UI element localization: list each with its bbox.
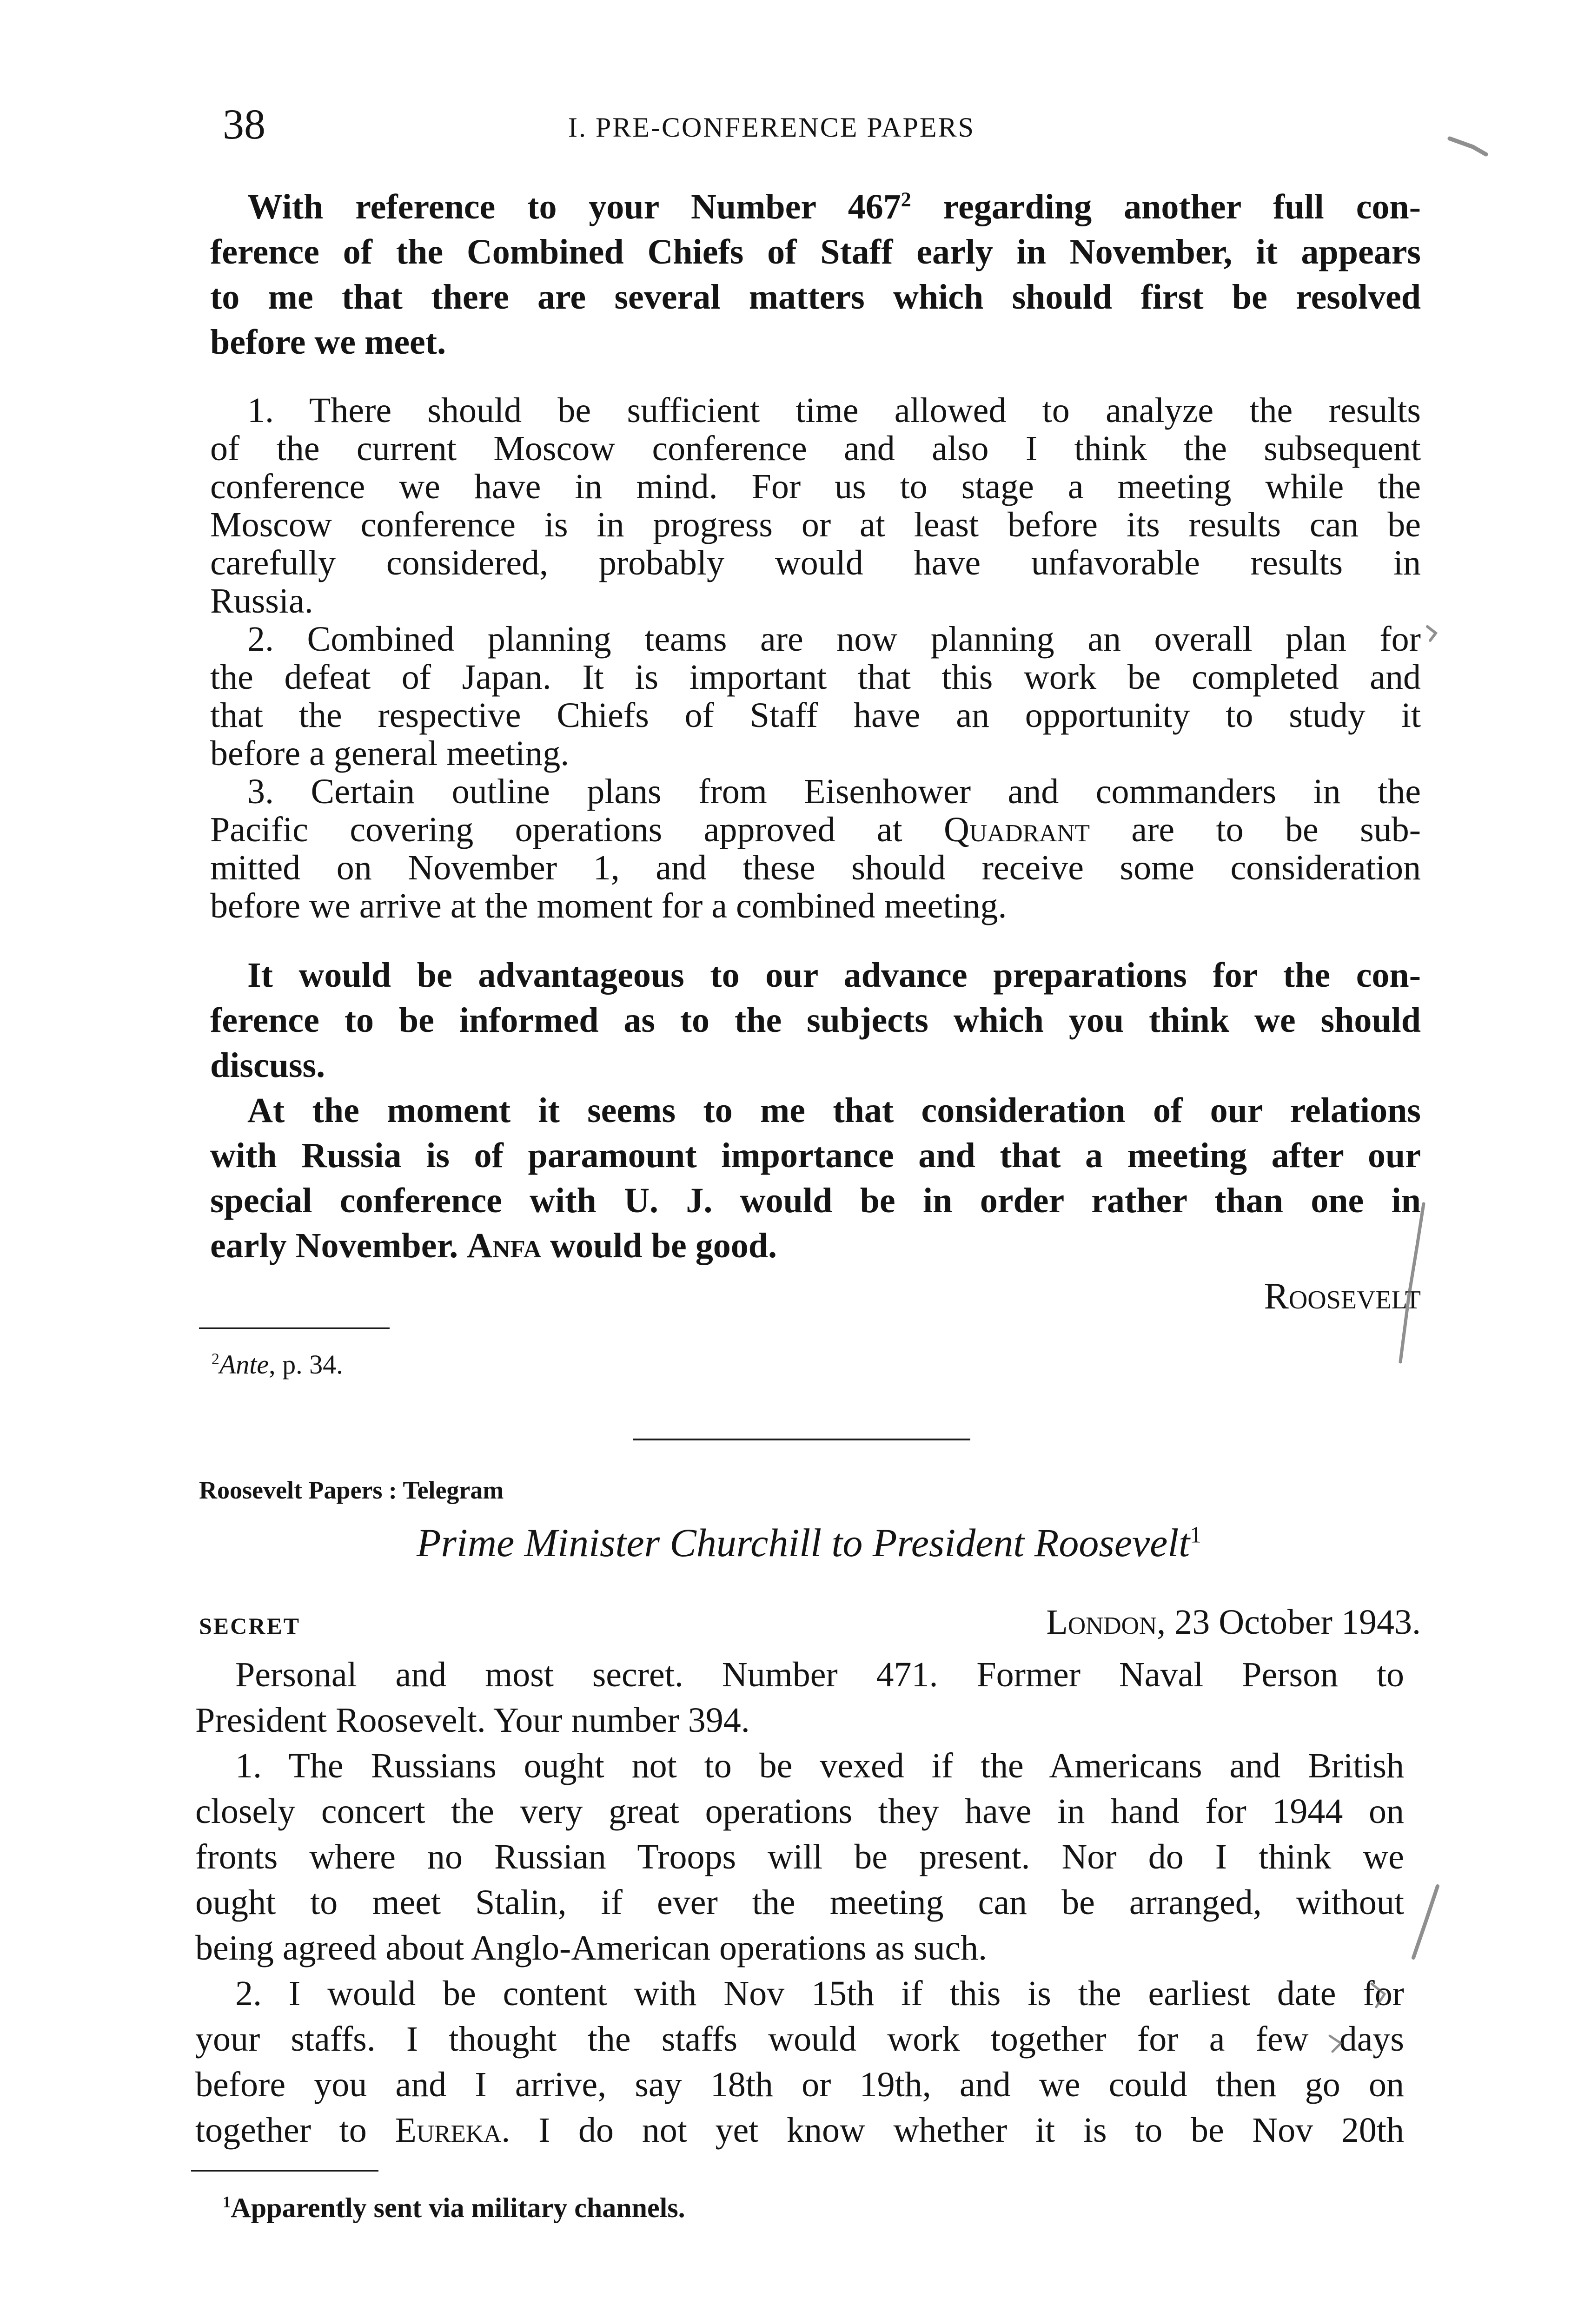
telegram-body [195, 1652, 1404, 2153]
document-title-text: Prime Minister Churchill to President Roosevelt [416, 1520, 1190, 1565]
letter-numbered-points [210, 391, 1421, 925]
text-line: At the moment it seems to me that consideration of our relations [247, 1091, 1421, 1130]
text-segment: early November. [210, 1226, 467, 1265]
text-segment: together to [195, 2111, 395, 2150]
page-number: 38 [223, 100, 265, 148]
text-line: ought to meet Stalin, if ever the meeting can be arranged, without [195, 1883, 1404, 1922]
letter-intro-paragraph [210, 185, 1421, 365]
text-line [210, 185, 1421, 230]
text-line: with Russia is of paramount importance and that a meeting after our [210, 1136, 1421, 1175]
text-segment: With reference to your Number 467 [247, 187, 901, 226]
footnote-rule [199, 1327, 390, 1329]
footnote-2 [212, 1348, 343, 1381]
text-line: before you and I arrive, say 18th or 19th, and we could then go on [195, 2065, 1404, 2104]
pencil-mark [1450, 139, 1486, 154]
text-line: before a general meeting. [210, 734, 570, 773]
classification-label: SECRET [199, 1613, 301, 1639]
text-line: carefully considered, probably would have unfavorable results in [210, 543, 1421, 582]
text-line [210, 1223, 1421, 1268]
pencil-mark [1413, 1886, 1438, 1958]
letter-closing-paragraphs [210, 953, 1421, 1268]
place: London [1046, 1603, 1157, 1642]
text-segment: regarding another full con- [911, 187, 1421, 226]
text-line: fronts where no Russian Troops will be present. Nor do I think we [195, 1837, 1404, 1876]
dateline [199, 1600, 1421, 1649]
code-name: Anfa [467, 1226, 542, 1265]
document-title [195, 1519, 1423, 1567]
text-segment: are to be sub- [1089, 810, 1421, 849]
text-segment: . I do not yet know whether it is to be Nov 20th [501, 2111, 1404, 2150]
text-line: closely concert the very great operations they have in hand for 1944 on [195, 1792, 1404, 1831]
text-line: 1. There should be sufficient time allowed to analyze the results [247, 391, 1421, 430]
pencil-mark [1427, 627, 1436, 640]
text-line: before we meet. [210, 323, 446, 362]
text-line: Personal and most secret. Number 471. Former Naval Person to [235, 1655, 1404, 1694]
text-line: before we arrive at the moment for a combined meeting. [210, 886, 1007, 925]
text-line: mitted on November 1, and these should receive some consideration [210, 848, 1421, 887]
text-line: your staffs. I thought the staffs would work together for a few days [195, 2020, 1404, 2059]
text-line: discuss. [210, 1046, 325, 1085]
footnote-text: , p. 34. [269, 1349, 343, 1380]
text-line: 3. Certain outline plans from Eisenhower and commanders in the [247, 772, 1421, 811]
text-line [210, 811, 1421, 849]
text-line: 2. Combined planning teams are now planning an overall plan for [247, 620, 1421, 659]
section-divider [633, 1439, 970, 1440]
footnote-marker: 2 [212, 1350, 219, 1368]
text-line: ference of the Combined Chiefs of Staff early in November, it appears [210, 232, 1421, 271]
code-name: Eureka [395, 2111, 502, 2150]
text-line: Moscow conference is in progress or at least before its results can be [210, 505, 1421, 544]
footnote-rule [191, 2170, 378, 2172]
text-line: special conference with U. J. would be in order rather than one in [210, 1181, 1421, 1220]
text-line: to me that there are several matters which should first be resolved [210, 277, 1421, 317]
place-and-date [1046, 1600, 1421, 1645]
footnote-reference: 1 [1190, 1522, 1202, 1548]
footnote-marker: 1 [223, 2193, 231, 2211]
text-segment: would be good. [541, 1226, 777, 1265]
footnote-citation: Ante [219, 1349, 269, 1380]
text-line: the defeat of Japan. It is important that this work be completed and [210, 658, 1421, 697]
text-line: 2. I would be content with Nov 15th if this is the earliest date for [235, 1974, 1404, 2013]
date: , 23 October 1943. [1157, 1603, 1421, 1642]
text-segment: Pacific covering operations approved at [210, 810, 944, 849]
text-line: President Roosevelt. Your number 394. [195, 1701, 750, 1740]
text-line: being agreed about Anglo-American operations as such. [195, 1928, 988, 1967]
footnote-text: Apparently sent via military channels. [231, 2192, 685, 2223]
text-line: Russia. [210, 581, 313, 621]
signature: Roosevelt [1264, 1276, 1421, 1317]
text-line: 1. The Russians ought not to be vexed if the Americans and British [235, 1746, 1404, 1785]
footnote-reference: 2 [901, 188, 911, 211]
text-line [195, 2107, 1404, 2153]
text-line: It would be advantageous to our advance preparations for the con- [247, 956, 1421, 995]
footnote-1 [223, 2191, 685, 2225]
text-line: of the current Moscow conference and also I think the subsequent [210, 429, 1421, 468]
text-line: conference we have in mind. For us to stage a meeting while the [210, 467, 1421, 506]
code-name: Quadrant [944, 810, 1090, 849]
document-source: Roosevelt Papers : Telegram [199, 1476, 504, 1504]
text-line: ference to be informed as to the subjects which you think we should [210, 1001, 1421, 1040]
text-line: that the respective Chiefs of Staff have an opportunity to study it [210, 696, 1421, 735]
running-title: I. PRE-CONFERENCE PAPERS [568, 112, 975, 143]
